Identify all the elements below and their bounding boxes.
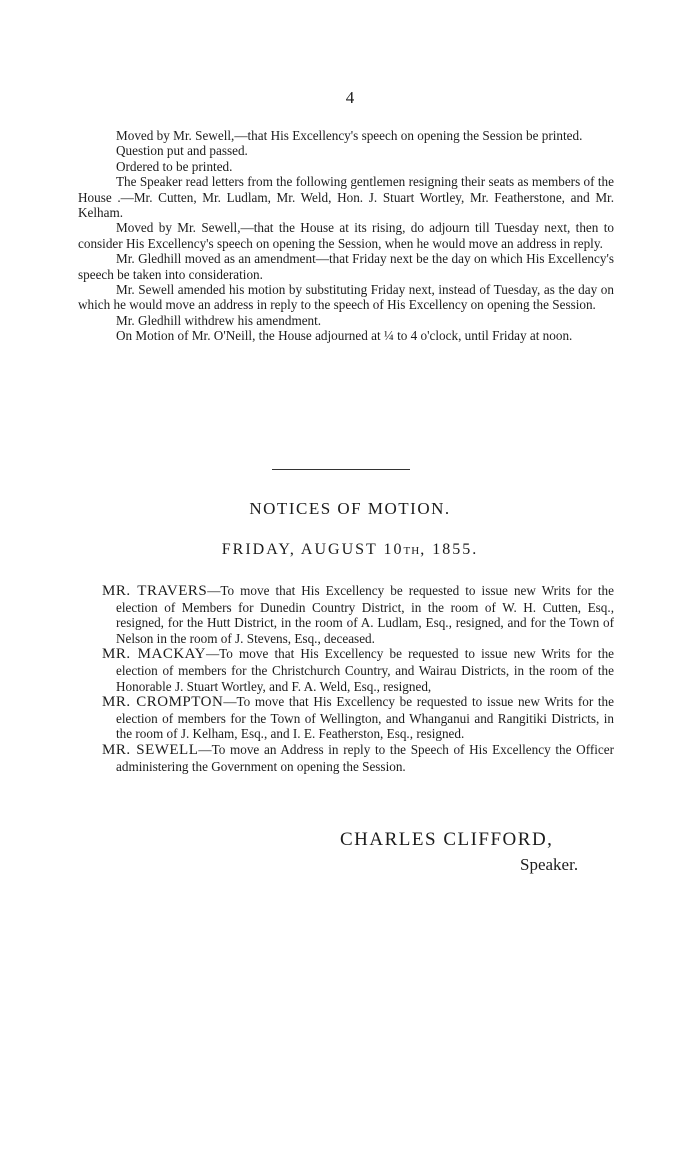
notice-text: —To move that His Excellency be requested to issue new Writs for the election of members for the Christchurch Country, and Wairau Districts, in the room of the Honorable J. Stuart Wortley, and F. A. Weld, Esq., resigned, <box>116 646 615 694</box>
notices-heading: NOTICES OF MOTION. <box>249 499 451 518</box>
proceedings-paragraph: The Speaker read letters from the following gentlemen resigning their seats as members of the House .—Mr. Cutten, Mr. Ludlam, Mr. Weld, Hon. J. Stuart Wortley, Mr. Featherstone, and Mr. Kelham. <box>78 174 614 221</box>
proceedings-paragraph: Moved by Mr. Sewell,—that His Excellency's speech on opening the Session be printed. <box>116 128 583 143</box>
date-suffix: TH <box>403 545 421 557</box>
notice-item <box>102 742 614 774</box>
proceedings-paragraph: Ordered to be printed. <box>116 158 233 174</box>
notice-item <box>102 583 614 646</box>
notice-mover: MR. CROMPTON <box>102 694 224 711</box>
notices-list <box>102 583 614 774</box>
proceedings-paragraph: On Motion of Mr. O'Neill, the House adjourned at ¼ to 4 o'clock, until Friday at noon. <box>116 328 573 344</box>
date-main: FRIDAY, AUGUST 10 <box>221 541 404 558</box>
notice-mover: MR. MACKAY <box>102 646 206 663</box>
proceedings-paragraph: Mr. Gledhill moved as an amendment—that Friday next be the day on which His Excellency's speech be taken into consideration. <box>78 251 614 282</box>
page-number: 4 <box>345 88 355 107</box>
section-divider <box>272 469 410 470</box>
notice-mover: MR. TRAVERS <box>102 583 208 599</box>
notice-text: —To move an Address in reply to the Speech of His Excellency the Officer administering the Government on opening the Session. <box>116 741 615 774</box>
notice-item <box>102 646 614 694</box>
proceedings-paragraph: Question put and passed. <box>116 143 248 159</box>
proceedings-paragraph: Mr. Gledhill withdrew his amendment. <box>116 312 322 328</box>
proceedings-paragraph: Mr. Sewell amended his motion by substituting Friday next, instead of Tuesday, as the day on which he would move an address in reply to the speech of His Excellency on opening the Session. <box>78 282 614 313</box>
signature-name: CHARLES CLIFFORD, <box>340 829 554 850</box>
notice-text: —To move that His Excellency be requested to issue new Writs for the election of Members for Dunedin Country District, in the room of W. H. Cutten, Esq., resigned, for the Hutt District, in the room of A. Ludlam, Esq., resigned, and for the Town of Nelson in the room of J. Stevens, Esq., deceased. <box>116 583 615 646</box>
notices-date <box>0 541 700 559</box>
notice-text: —To move that His Excellency be requested to issue new Writs for the election of members for the Town of Wellington, and Whanganui and Rangitiki Districts, in the room of J. Kelham, Esq., and I. E. Featherston, Esq., resigned. <box>116 694 615 742</box>
proceedings-paragraph: Moved by Mr. Sewell,—that the House at its rising, do adjourn till Tuesday next, then to consider His Excellency's speech on opening the Session, when he would move an address in reply. <box>78 220 614 251</box>
signature-title: Speaker. <box>520 855 579 874</box>
notice-item <box>102 694 614 742</box>
proceedings <box>78 128 614 344</box>
notice-mover: MR. SEWELL <box>102 741 199 758</box>
date-year: , 1855. <box>420 541 479 558</box>
